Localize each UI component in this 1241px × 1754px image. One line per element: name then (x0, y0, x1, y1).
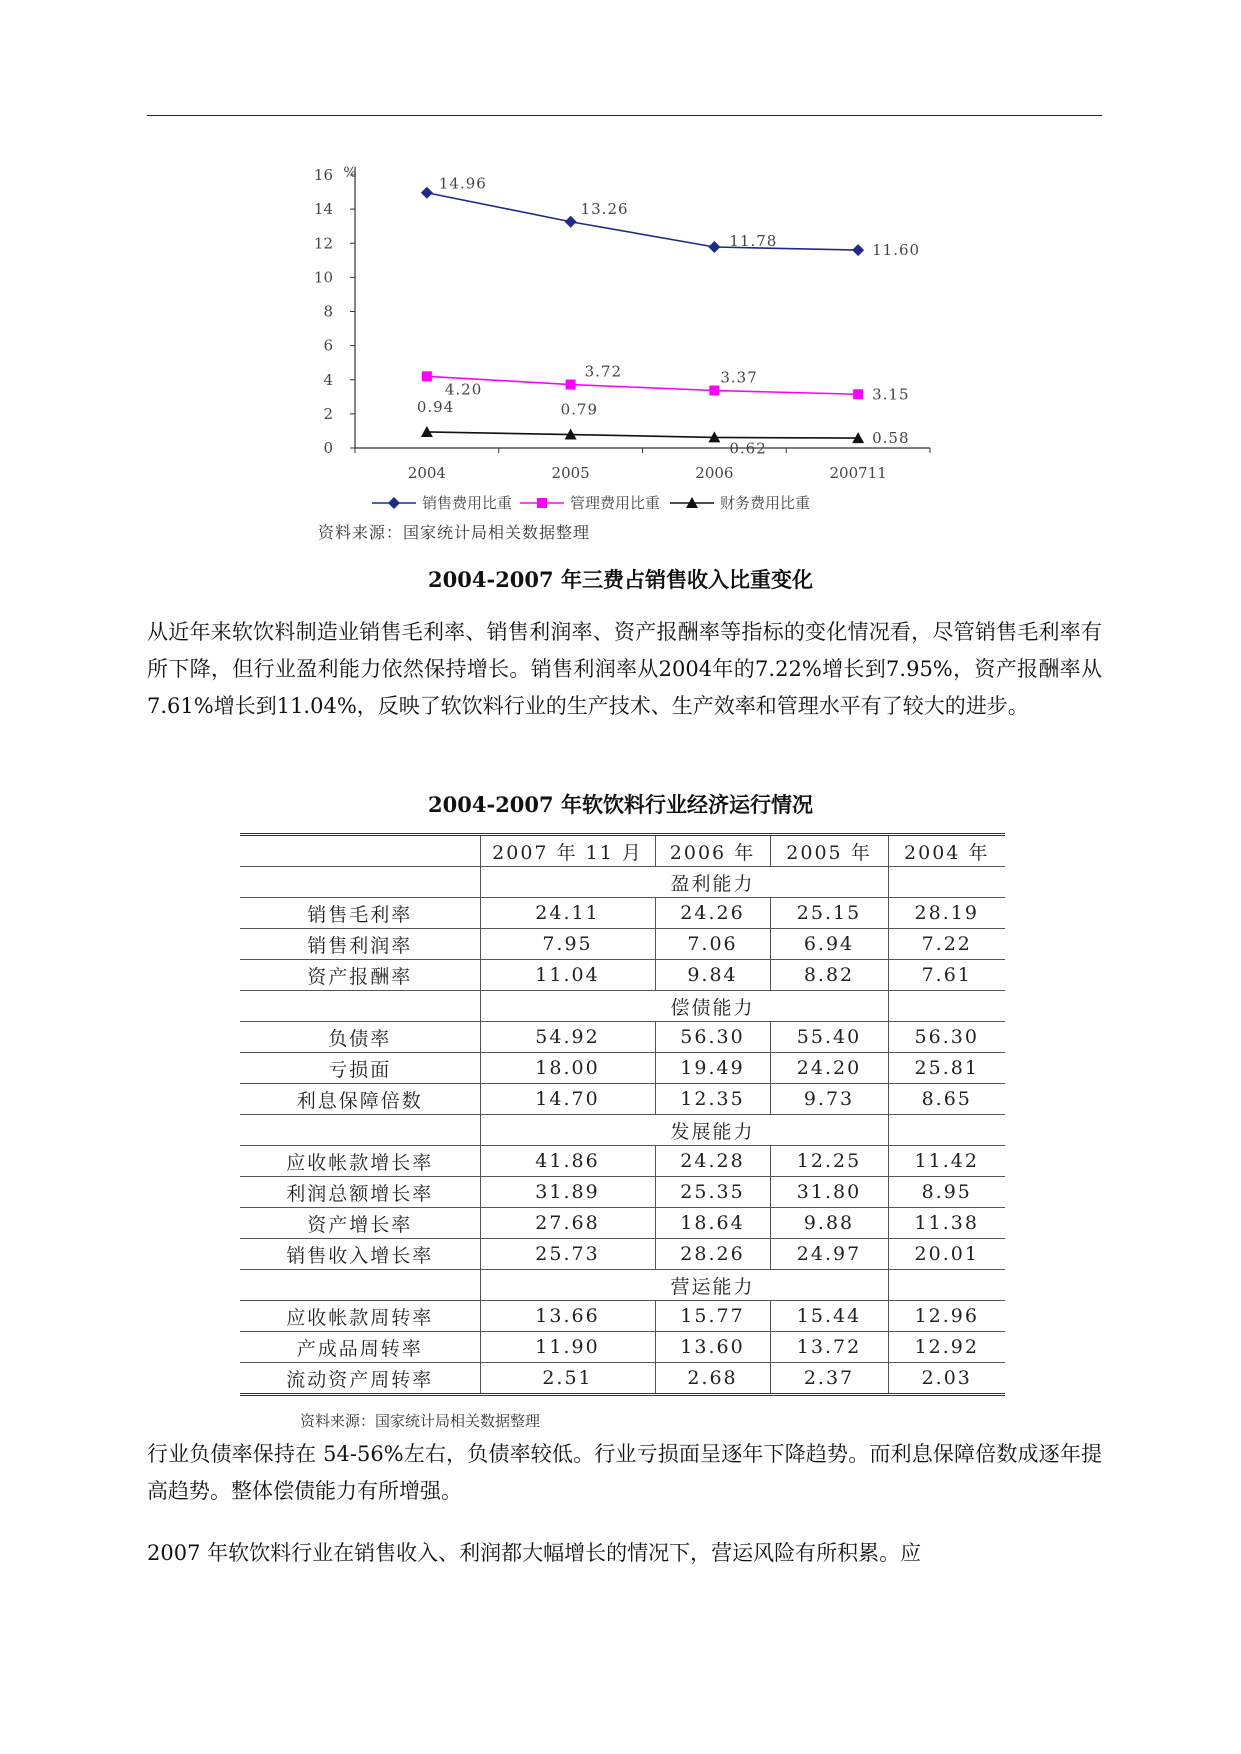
table-cell: 25.35 (655, 1177, 770, 1208)
table-cell (888, 867, 1005, 898)
table-section-row (240, 1270, 1005, 1301)
table-cell: 7.22 (888, 929, 1005, 960)
table-row-label: 资产报酬率 (240, 960, 480, 991)
table-cell (240, 867, 480, 898)
series-line-2 (427, 376, 858, 394)
table-row-label: 负债率 (240, 1022, 480, 1053)
table-row-label: 流动资产周转率 (240, 1363, 480, 1395)
data-point-diamond (421, 187, 433, 199)
table-row-label: 应收帐款周转率 (240, 1301, 480, 1332)
table-row-label: 亏损面 (240, 1053, 480, 1084)
y-tick-label: 4 (323, 370, 333, 389)
data-point-square (422, 371, 432, 381)
y-tick-label: 6 (323, 336, 333, 355)
data-point-diamond (852, 244, 864, 256)
table-cell: 9.84 (655, 960, 770, 991)
data-label: 0.62 (729, 439, 767, 458)
legend-label: 财务费用比重 (720, 494, 811, 512)
table-cell: 25.15 (770, 898, 888, 929)
table-row (240, 1301, 1005, 1332)
table-cell: 19.49 (655, 1053, 770, 1084)
table-cell (240, 1115, 480, 1146)
table-cell: 11.38 (888, 1208, 1005, 1239)
table-cell: 18.00 (480, 1053, 655, 1084)
table-section-label: 盈利能力 (655, 867, 770, 898)
table-cell: 25.81 (888, 1053, 1005, 1084)
table-cell: 11.04 (480, 960, 655, 991)
table-cell (240, 1270, 480, 1301)
table-cell (888, 1270, 1005, 1301)
table-cell: 9.88 (770, 1208, 888, 1239)
table-row (240, 960, 1005, 991)
table-header-cell: 2004 年 (888, 835, 1005, 867)
table-cell: 28.19 (888, 898, 1005, 929)
table-row-label: 资产增长率 (240, 1208, 480, 1239)
table-row (240, 1146, 1005, 1177)
table-cell: 55.40 (770, 1022, 888, 1053)
table-cell (480, 1115, 655, 1146)
table-title: 2004-2007 年软饮料行业经济运行情况 (428, 792, 813, 817)
table-section-label: 发展能力 (655, 1115, 770, 1146)
data-label: 13.26 (580, 199, 629, 218)
table-cell: 24.11 (480, 898, 655, 929)
table-cell: 2.03 (888, 1363, 1005, 1395)
x-tick-label: 2004 (407, 464, 446, 482)
data-label: 0.79 (560, 400, 599, 419)
header-rule (147, 115, 1102, 116)
series-line-3 (427, 432, 858, 438)
x-tick-label: 2006 (695, 464, 734, 482)
table-row (240, 1208, 1005, 1239)
table-cell: 13.72 (770, 1332, 888, 1363)
table-cell (480, 867, 655, 898)
table-cell: 13.60 (655, 1332, 770, 1363)
table-cell (480, 1270, 655, 1301)
table-cell: 56.30 (655, 1022, 770, 1053)
table-cell: 24.97 (770, 1239, 888, 1270)
industry-indicators-table (240, 833, 1005, 1396)
y-tick-label: 14 (313, 200, 333, 219)
table-row (240, 1239, 1005, 1270)
table-cell: 31.89 (480, 1177, 655, 1208)
table-cell (770, 867, 888, 898)
table-cell: 56.30 (888, 1022, 1005, 1053)
table-cell: 15.77 (655, 1301, 770, 1332)
table-cell: 2.68 (655, 1363, 770, 1395)
table-cell: 2.37 (770, 1363, 888, 1395)
series-line-1 (427, 193, 858, 250)
data-point-square (709, 385, 719, 395)
table-cell: 7.95 (480, 929, 655, 960)
data-label: 4.20 (444, 380, 483, 399)
table-cell: 24.26 (655, 898, 770, 929)
table-section-label: 营运能力 (655, 1270, 770, 1301)
table-cell (240, 991, 480, 1022)
table-cell: 24.20 (770, 1053, 888, 1084)
legend-marker-square (537, 498, 547, 508)
table-cell (770, 1115, 888, 1146)
y-unit-label: % (343, 165, 357, 181)
table-cell: 8.95 (888, 1177, 1005, 1208)
table-row (240, 1053, 1005, 1084)
table-cell: 13.66 (480, 1301, 655, 1332)
table-cell: 11.90 (480, 1332, 655, 1363)
paragraph-2: 行业负债率保持在 54-56%左右，负债率较低。行业亏损面呈逐年下降趋势。而利息保障倍数成逐年提高趋势。整体偿债能力有所增强。 (147, 1442, 1102, 1503)
expense-ratio-line-chart (300, 155, 980, 515)
y-tick-label: 2 (323, 404, 333, 423)
data-label: 3.15 (872, 385, 910, 404)
table-cell: 14.70 (480, 1084, 655, 1115)
table-row (240, 1363, 1005, 1395)
table-row-label: 销售利润率 (240, 929, 480, 960)
table-cell: 25.73 (480, 1239, 655, 1270)
table-header-cell: 2007 年 11 月 (480, 835, 655, 867)
table-section-row (240, 867, 1005, 898)
table-cell (888, 991, 1005, 1022)
table-cell (770, 1270, 888, 1301)
data-label: 11.60 (872, 241, 921, 260)
x-tick-label: 200711 (829, 464, 887, 482)
table-cell (480, 991, 655, 1022)
y-tick-label: 0 (323, 439, 333, 457)
y-tick-label: 12 (313, 234, 333, 253)
y-tick-label: 16 (313, 166, 333, 184)
table-row-label: 利润总额增长率 (240, 1177, 480, 1208)
table-section-row (240, 1115, 1005, 1146)
table-row-label: 销售毛利率 (240, 898, 480, 929)
data-point-square (853, 389, 863, 399)
table-source: 资料来源：国家统计局相关数据整理 (300, 1412, 541, 1430)
data-label: 0.94 (416, 397, 455, 416)
table-cell: 41.86 (480, 1146, 655, 1177)
table-cell: 9.73 (770, 1084, 888, 1115)
legend-label: 销售费用比重 (422, 494, 513, 512)
table-cell: 18.64 (655, 1208, 770, 1239)
chart-source: 资料来源：国家统计局相关数据整理 (318, 523, 591, 542)
data-point-diamond (565, 216, 577, 228)
table-cell: 28.26 (655, 1239, 770, 1270)
data-label: 14.96 (438, 174, 487, 193)
data-label: 0.58 (872, 429, 910, 448)
table-cell: 8.65 (888, 1084, 1005, 1115)
chart-title: 2004-2007 年三费占销售收入比重变化 (428, 567, 813, 592)
table-cell: 20.01 (888, 1239, 1005, 1270)
table-row (240, 1332, 1005, 1363)
table-cell: 54.92 (480, 1022, 655, 1053)
table-cell: 15.44 (770, 1301, 888, 1332)
table-cell: 7.61 (888, 960, 1005, 991)
table-cell: 12.25 (770, 1146, 888, 1177)
table-cell: 24.28 (655, 1146, 770, 1177)
legend-marker-diamond (388, 497, 400, 509)
data-label: 11.78 (729, 232, 778, 251)
paragraph-1: 从近年来软饮料制造业销售毛利率、销售利润率、资产报酬率等指标的变化情况看，尽管销售毛利率有所下降，但行业盈利能力依然保持增长。销售利润率从2004年的7.22%增长到7.95%，资产报酬率从7.61%增长到11.04%，反映了软饮料行业的生产技术、生产效率和管理水平有了较大的进步。 (147, 620, 1102, 718)
table-row-label: 应收帐款增长率 (240, 1146, 480, 1177)
table-header-row (240, 835, 1005, 867)
table-row (240, 1177, 1005, 1208)
table-row (240, 898, 1005, 929)
table-cell: 8.82 (770, 960, 888, 991)
data-label: 3.72 (584, 362, 623, 381)
table-cell (888, 1115, 1005, 1146)
table-row (240, 1084, 1005, 1115)
table-cell (770, 991, 888, 1022)
table-cell: 12.35 (655, 1084, 770, 1115)
paragraph-3: 2007 年软饮料行业在销售收入、利润都大幅增长的情况下，营运风险有所积累。应 (147, 1541, 922, 1565)
table-header-cell (240, 835, 480, 867)
y-tick-label: 8 (323, 302, 333, 321)
table-cell: 2.51 (480, 1363, 655, 1395)
data-point-square (566, 380, 576, 390)
table-header-cell: 2005 年 (770, 835, 888, 867)
table-row-label: 产成品周转率 (240, 1332, 480, 1363)
data-point-diamond (708, 241, 720, 253)
table-header-cell: 2006 年 (655, 835, 770, 867)
legend-label: 管理费用比重 (570, 494, 661, 512)
table-cell: 12.96 (888, 1301, 1005, 1332)
data-label: 3.37 (720, 368, 758, 387)
table-cell: 27.68 (480, 1208, 655, 1239)
y-tick-label: 10 (313, 268, 333, 287)
table-row (240, 929, 1005, 960)
table-cell: 12.92 (888, 1332, 1005, 1363)
table-cell: 11.42 (888, 1146, 1005, 1177)
table-row (240, 1022, 1005, 1053)
table-section-label: 偿债能力 (655, 991, 770, 1022)
table-section-row (240, 991, 1005, 1022)
table-row-label: 销售收入增长率 (240, 1239, 480, 1270)
table-cell: 31.80 (770, 1177, 888, 1208)
table-cell: 6.94 (770, 929, 888, 960)
x-tick-label: 2005 (551, 464, 590, 482)
table-cell: 7.06 (655, 929, 770, 960)
table-row-label: 利息保障倍数 (240, 1084, 480, 1115)
